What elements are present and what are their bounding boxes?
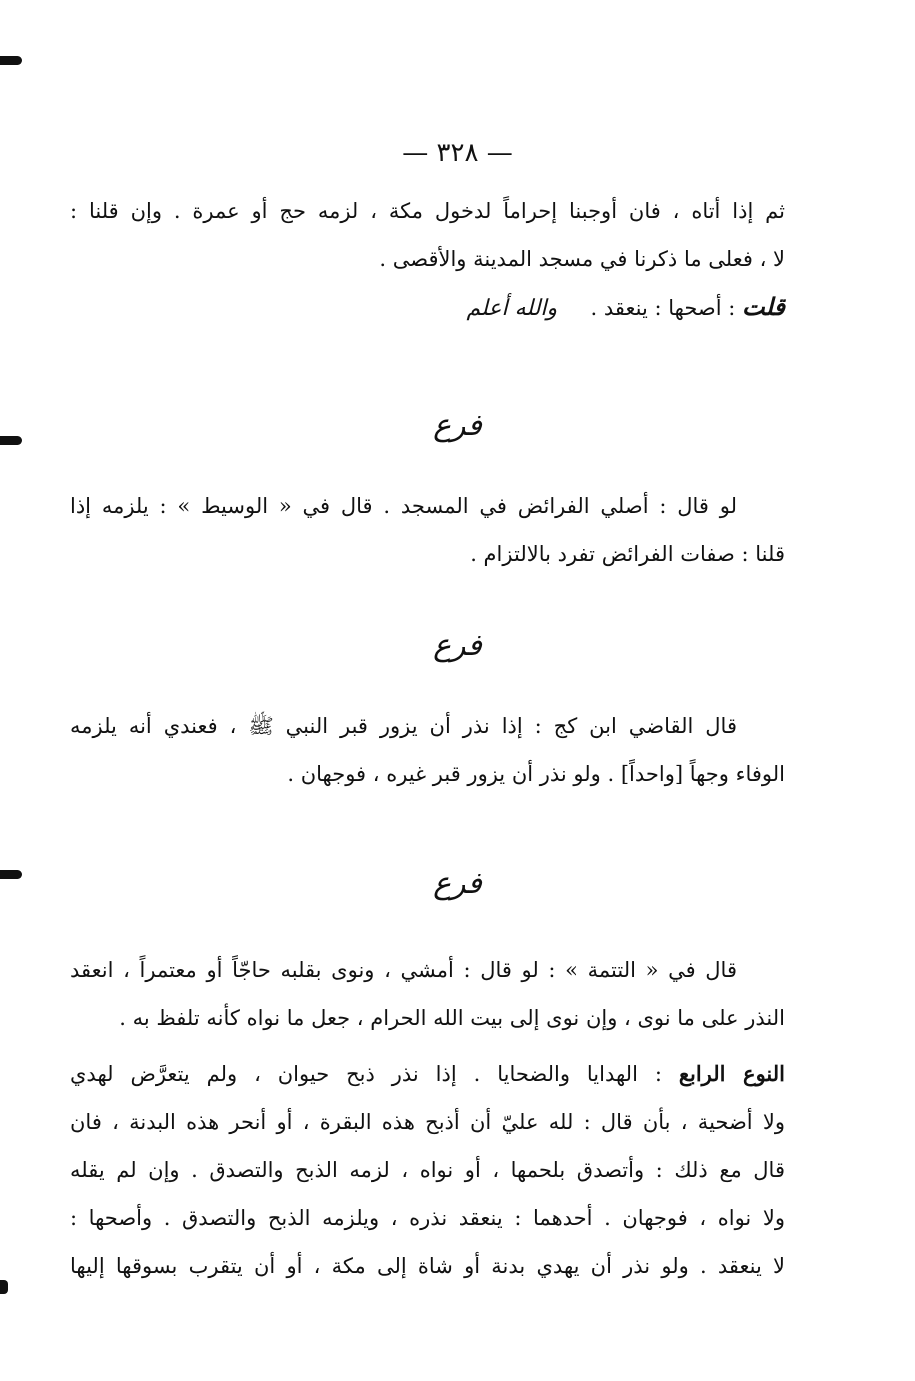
far-heading-2: فرع — [433, 628, 482, 663]
section-title: النوع الرابع — [678, 1061, 785, 1086]
wallah-alam: والله أعلم — [466, 296, 558, 321]
section-title-text: : الهدايا والضحايا . إذا نذر ذبح حيوان ، ولم يتعرَّض لهدي — [70, 1062, 662, 1086]
qult-label: قلت — [742, 292, 785, 321]
section-fourth-type — [70, 1050, 785, 1290]
far-heading-3: فرع — [433, 866, 482, 901]
text-line: الوفاء وجهاً [واحداً] . ولو نذر أن يزور قبر غيره ، فوجهان . — [287, 762, 785, 786]
text-line — [70, 1050, 785, 1098]
far-paragraph-2 — [70, 702, 785, 798]
text-line: ولا أضحية ، بأن قال : لله عليّ أن أذبح هذه البقرة ، أو أنحر هذه البدنة ، فان — [70, 1110, 785, 1134]
text-line: النذر على ما نوى ، وإن نوى إلى بيت الله الحرام ، جعل ما نواه كأنه تلفظ به . — [119, 1006, 785, 1030]
text-line: ولا نواه ، فوجهان . أحدهما : ينعقد نذره ، ويلزمه الذبح والتصدق . وأصحها : — [70, 1206, 785, 1230]
far-paragraph-1 — [70, 482, 785, 578]
text-line: قال مع ذلك : وأتصدق بلحمها ، أو نواه ، لزمه الذبح والتصدق . وإن لم يقله — [70, 1158, 785, 1182]
margin-mark-bottom — [0, 1280, 8, 1294]
qult-text: : أصحها : ينعقد . — [590, 296, 736, 320]
text-line: قال في « التتمة » : لو قال : أمشي ، ونوى بقلبه حاجّاً أو معتمراً ، انعقد — [70, 958, 737, 982]
text-line: لو قال : أصلي الفرائض في المسجد . قال في « الوسيط » : يلزمه إذا — [70, 494, 737, 518]
text-line: ثم إذا أتاه ، فان أوجبنا إحراماً لدخول مكة ، لزمه حج أو عمرة . وإن قلنا : — [70, 199, 785, 223]
margin-mark-top — [0, 56, 22, 65]
page-number: — ٣٢٨ — — [402, 138, 513, 168]
paragraph-continuation — [70, 187, 785, 331]
far-paragraph-3 — [70, 946, 785, 1042]
text-line: لا ، فعلى ما ذكرنا في مسجد المدينة والأقصى . — [379, 247, 785, 271]
far-heading-1: فرع — [433, 408, 482, 443]
text-line: قال القاضي ابن كج : إذا نذر أن يزور قبر النبي ﷺ ، فعندي أنه يلزمه — [70, 714, 737, 738]
text-line: قلنا : صفات الفرائض تفرد بالالتزام . — [470, 542, 785, 566]
text-line: لا ينعقد . ولو نذر أن يهدي بدنة أو شاة إلى مكة ، أو أن يتقرب بسوقها إليها — [70, 1254, 785, 1278]
qult-line — [70, 283, 785, 331]
